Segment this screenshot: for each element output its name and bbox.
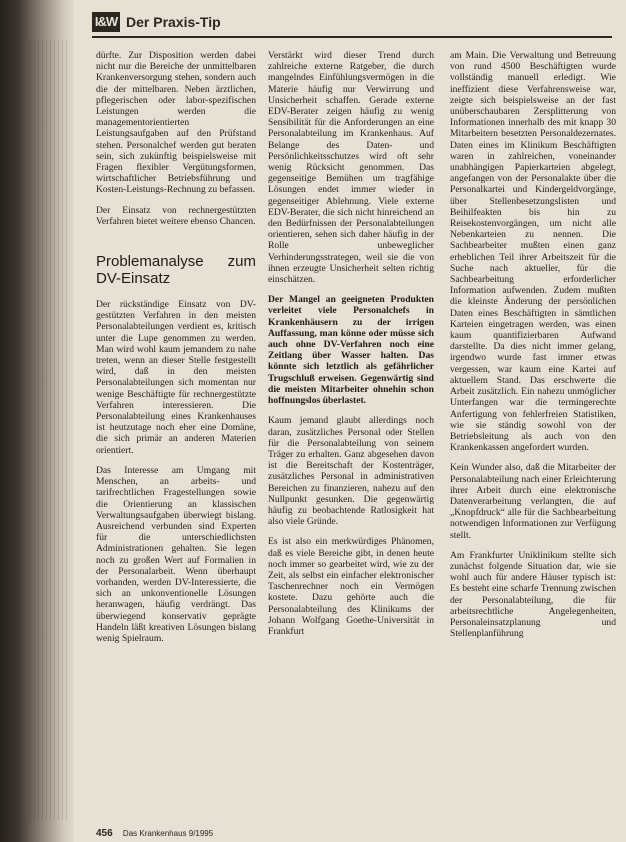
- text-column-2: [268, 50, 434, 646]
- book-binding-gutter: [0, 0, 74, 842]
- paragraph: Verstärkt wird dieser Trend durch zahlreiche externe Ratgeber, die durch mangelndes Einfühlungsvermögen in die Materie häufig nur Verwirrung und Unsicherheit schaffen. Gerade externe EDV-Berater zeigen häufig zu wenig Sensibilität für die Anforderungen an eine Personalabteilung im Krankenhaus. Auf Belange des Daten- und Persönlichkeitsschutzes wird oft sehr wenig Rücksicht genommen. Das gegenseitige Bemühen um tragfähige Lösungen endet immer wieder in gegenseitiger Ablehnung. Viele externe EDV-Berater, die sich nicht hinreichend an den Bedürfnissen der Personalabteilungen orientieren, sehen sich daher häufig in der Rolle unbeweglicher Verhinderungsstrategen, weil sie die von ihnen erzeugte Unsicherheit selten richtig einschätzen.: [268, 50, 434, 286]
- paragraph: Der Einsatz von rechnergestützten Verfahren bietet weitere ebenso Chancen.: [96, 204, 256, 227]
- page-number: 456: [96, 828, 113, 839]
- text-column-1: [96, 50, 256, 653]
- paragraph: dürfte. Zur Disposition werden dabei nicht nur die Bereiche der unmittelbaren Krankenversorgung stehen, sondern auch die der mittelbaren. Neben ärztlichen, pflegerischen oder labor-spezifischen Leistungen werden die managementorientierten Leistungsaufgaben auf den Prüfstand stehen. Personalchef werden gut beraten sein, sich zukünftig beispielsweise mit Fragen flexibler Vergütungsformen, wirtschaftlicher Betriebsführung und Kosten-Leistungs-Rechnung zu befassen.: [96, 50, 256, 196]
- paragraph: Kaum jemand glaubt allerdings noch daran, zusätzliches Personal oder Stellen für die Personalabteilung von seinem Träger zu erhalten. Ganz abgesehen davon ist die Bereitschaft der Kostenträger, zusätzliches Personal in administrativen Bereichen zu finanzieren, nahezu auf den Nullpunkt gesunken. Die gegenwärtig häufig zu beobachtende Ratlosigkeit hat also viele Gründe.: [268, 415, 434, 528]
- highlighted-paragraph: Der Mangel an geeigneten Produkten verleitet viele Personalchefs in Krankenhäusern zu der irrigen Auffassung, man könne oder müsse sich auch ohne DV-Verfahren noch eine Zeitlang über Wasser halten. Das könnte sich letztlich als gefährlicher Trugschluß erweisen. Gegenwärtig sind die meisten Mitarbeiter ohnehin schon hoffnungslos überlastet.: [268, 294, 434, 407]
- paragraph: Der rückständige Einsatz von DV-gestützten Verfahren in den meisten Personalabteilungen verdient es, kritisch unter die Lupe genommen zu werden. Man wird wohl kaum jemandem zu nahe treten, wenn an dieser Stelle festgestellt wird, daß in den meisten Personalabteilungen sich momentan nur wenige Beschäftigte für rechnergestützte Verfahren interessieren. Die Personalabteilung eines Krankenhauses ist heutzutage noch eher eine Domäne, die sich primär an anderen Materien orientiert.: [96, 299, 256, 456]
- page-header: [92, 10, 612, 38]
- paragraph: Es ist also ein merkwürdiges Phänomen, daß es viele Bereiche gibt, in denen heute noch immer so gearbeitet wird, wie zu der Zeit, als selbst ein einfacher elektronischer Taschenrechner noch ein Vermögen kostete. Dazu gehörte auch die Personalabteilung des Klinikums der Johann Wolfgang Goethe-Universität in Frankfurt: [268, 536, 434, 637]
- section-heading: Problemanalyse zum DV-Einsatz: [96, 253, 256, 288]
- paragraph: Kein Wunder also, daß die Mitarbeiter der Personalabteilung nach einer Erleichterung ihrer Arbeit durch eine elektronische Datenverarbeitung verlangten, die auf „Knopfdruck“ alle für die Sachbearbeitung notwendigen Informationen zur Verfügung stellt.: [450, 462, 616, 541]
- paragraph: Am Frankfurter Uniklinikum stellte sich zunächst folgende Situation dar, wie sie wohl auch für andere Häuser typisch ist: Es besteht eine scharfe Trennung zwischen der Personalabteilung, die für arbeitsrechtliche Angelegenheiten, Personaleinsatzplanung und Stellenplanführung: [450, 549, 616, 640]
- paragraph: am Main. Die Verwaltung und Betreuung von rund 4500 Beschäftigten wurde vollständig manuell erledigt. Wie ineffizient diese Verfahrensweise war, zeigte sich beispielsweise an der fast unüberschaubaren Zersplitterung von Informationen innerhalb des mit knapp 30 Mitarbeitern besetzten Personaldezernates. Daten eines im Klinikum Beschäftigten waren in zahlreichen, voneinander unabhängigen Papierkarteien abgelegt, angefangen von der Personalakte über die Personalkartei und Kindergeldvorgänge, über Stellenbesetzungslisten und Beihilfeakten bis hin zu Reisekostenvorgängen, um nicht alle Nebenkarteien zu nennen. Die Sachbearbeiter mußten einen ganz erheblichen Teil ihrer Arbeitszeit für die Suche nach aktueller, für die Sachbearbeitung erforderlicher Information aufwenden. Zudem mußten die kleinste Änderung der persönlichen Daten eines Beschäftigten in sämtlichen Karteien eingetragen werden, was einen kaum quantifizierbaren Aufwand darstellte. Da dies nicht immer gelang, irgendwo wurde fast immer etwas vergessen, war kaum eine Kartei auf aktuellem Stand. Das erschwerte die Arbeit zusätzlich. Ein nahezu unmöglicher Unterfangen war die termingerechte Anfertigung von fehlerfreien Statistiken, wie sie ständig sowohl von der Betriebsleitung als auch von den Krankenkassen angefordert wurden.: [450, 50, 616, 454]
- magazine-logo-icon: I&W: [92, 12, 120, 32]
- paragraph: Das Interesse am Umgang mit Menschen, an arbeits- und tarifrechtlichen Fragestellungen sowie die Orientierung an klassischen Verwaltungsaufgaben überwiegt bislang. Ausreichend verbunden sind Experten für die unterschiedlichsten Administrationen gehalten. Sie legen noch zu großen Wert auf Formalien in der Personalarbeit. Wenn überhaupt vorhanden, werden DV-Interessierte, die sich an unkonventionelle Lösungen heranwagen, häufig verdrängt. Das überwiegend konservativ geprägte Handeln läßt kreativen Lösungen bislang wenig Spielraum.: [96, 464, 256, 644]
- page-edges: [30, 40, 70, 820]
- publication-name: Das Krankenhaus 9/1995: [122, 829, 214, 838]
- text-column-3: [450, 50, 616, 648]
- section-title: Der Praxis-Tip: [126, 14, 221, 30]
- page-footer: [96, 828, 213, 839]
